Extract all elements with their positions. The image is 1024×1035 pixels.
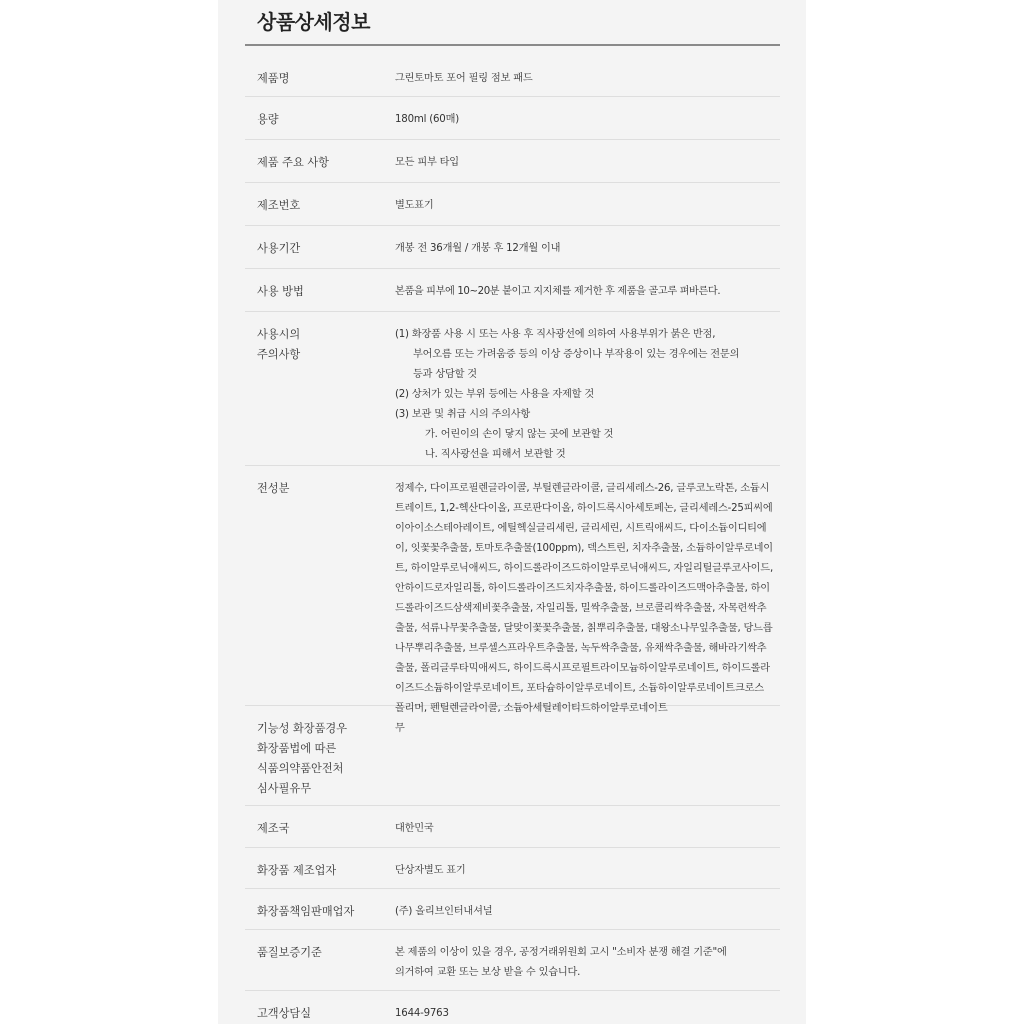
row-support: [245, 991, 780, 1035]
warranty-line: 의거하여 교환 또는 보상 받을 수 있습니다.: [395, 967, 581, 978]
row-product-name: [245, 56, 780, 97]
row-value: 대한민국: [395, 823, 434, 834]
row-volume: [245, 97, 780, 140]
label-line: 심사필유무: [257, 782, 312, 795]
label-line: 사용시의: [257, 328, 301, 341]
row-usage: [245, 269, 780, 312]
row-country: [245, 806, 780, 848]
row-seller: [245, 889, 780, 930]
row-label: 제품 주요 사항: [257, 156, 329, 169]
row-caution: [245, 312, 780, 466]
row-ingredients: [245, 466, 780, 714]
row-label: [257, 325, 381, 365]
caution-item: 등과 상담할 것: [413, 369, 477, 380]
row-value: 단상자별도 표기: [395, 865, 466, 876]
row-value: 그린토마토 포어 필링 점보 패드: [395, 73, 533, 84]
row-label: 사용 방법: [257, 285, 304, 298]
product-info-table: [245, 56, 780, 1035]
caution-list: [395, 325, 773, 465]
row-value: 무: [395, 723, 405, 734]
row-label: 품질보증기준: [257, 946, 322, 959]
row-label: 화장품책임판매업자: [257, 905, 355, 918]
row-label: 용량: [257, 113, 279, 126]
row-label: 전성분: [257, 482, 290, 495]
caution-item: (2) 상처가 있는 부위 등에는 사용을 자제할 것: [395, 389, 594, 400]
row-warranty: [245, 930, 780, 991]
caution-item: 부어오름 또는 가려움증 등의 이상 증상이나 부작용이 있는 경우에는 전문의: [413, 349, 740, 360]
label-line: 화장품법에 따른: [257, 742, 337, 755]
caution-item: (3) 보관 및 취급 시의 주의사항: [395, 409, 531, 420]
row-skin-type: [245, 140, 780, 183]
section-title: 상품상세정보: [257, 10, 370, 34]
caution-item: 가. 어린이의 손이 닿지 않는 곳에 보관할 것: [425, 429, 614, 440]
warranty-line: 본 제품의 이상이 있을 경우, 공정거래위원회 고시 "소비자 분쟁 해결 기준"에: [395, 947, 727, 958]
caution-item: 나. 직사광선을 피해서 보관할 것: [425, 449, 566, 460]
row-label: 화장품 제조업자: [257, 864, 337, 877]
label-line: 식품의약품안전처: [257, 762, 344, 775]
row-value: [395, 943, 773, 983]
row-label: 고객상담실: [257, 1007, 312, 1020]
row-expiry: [245, 226, 780, 269]
row-value: 별도표기: [395, 200, 434, 211]
row-lot-number: [245, 183, 780, 226]
row-label: 제품명: [257, 72, 290, 85]
caution-item: (1) 화장품 사용 시 또는 사용 후 직사광선에 의하여 사용부위가 붉은 반점,: [395, 329, 716, 340]
row-value: 본품을 피부에 10~20분 붙이고 지지체를 제거한 후 제품을 골고루 펴바른다.: [395, 286, 721, 297]
row-functional: [245, 706, 780, 806]
row-manufacturer: [245, 848, 780, 889]
row-value: 모든 피부 타입: [395, 157, 459, 168]
row-label: 제조번호: [257, 199, 301, 212]
title-divider: [245, 44, 780, 46]
ingredients-text: 정제수, 다이프로필렌글라이콜, 부틸렌글라이콜, 글리세레스-26, 글루코노락톤, 소듐시트레이트, 1,2-헥산다이올, 프로판다이올, 하이드록시아세토페논, 글리세레스-25피씨에이아이소스테아레이트, 에틸헥실글리세린, 글리세린, 시트릭애씨드, 다이소듐이디티에이, 잇꽃꽃추출물, 토마토추출물(100ppm), 덱스트린, 치자추출물, 소듐하이알루로네이트, 하이알루로닉애씨드, 하이드롤라이즈드하이알루로닉애씨드, 자일리틸글루코사이드, 안하이드로자일리톨, 하이드롤라이즈드치자추출물, 하이드롤라이즈드맥아추출물, 하이드롤라이즈드삼색제비꽃추출물, 자일리톨, 밀싹추출물, 브로콜리싹추출물, 자목련싹추출물, 석류나무꽃추출물, 달맞이꽃꽃추출물, 칡뿌리추출물, 대왕소나무잎추출물, 당느릅나무뿌리추출물, 브루셀스프라우트추출물, 녹두싹추출물, 유채싹추출물, 해바라기싹추출물, 폴리글루타믹애씨드, 하이드록시프로필트라이모늄하이알루로네이트, 하이드롤라이즈드소듐하이알루로네이트, 포타슘하이알루로네이트, 소듐하이알루로네이트크로스폴리머, 펜틸렌글라이콜, 소듐아세틸레이티드하이알루로네이트: [395, 483, 773, 714]
row-value: 개봉 전 36개월 / 개봉 후 12개월 이내: [395, 243, 561, 254]
label-line: 기능성 화장품경우: [257, 722, 348, 735]
row-value: 180ml (60매): [395, 114, 459, 125]
row-label: [257, 719, 381, 799]
row-value: (주) 올리브인터내셔널: [395, 906, 493, 917]
row-value: 1644-9763: [395, 1008, 449, 1019]
row-label: 사용기간: [257, 242, 301, 255]
label-line: 주의사항: [257, 348, 301, 361]
row-label: 제조국: [257, 822, 290, 835]
